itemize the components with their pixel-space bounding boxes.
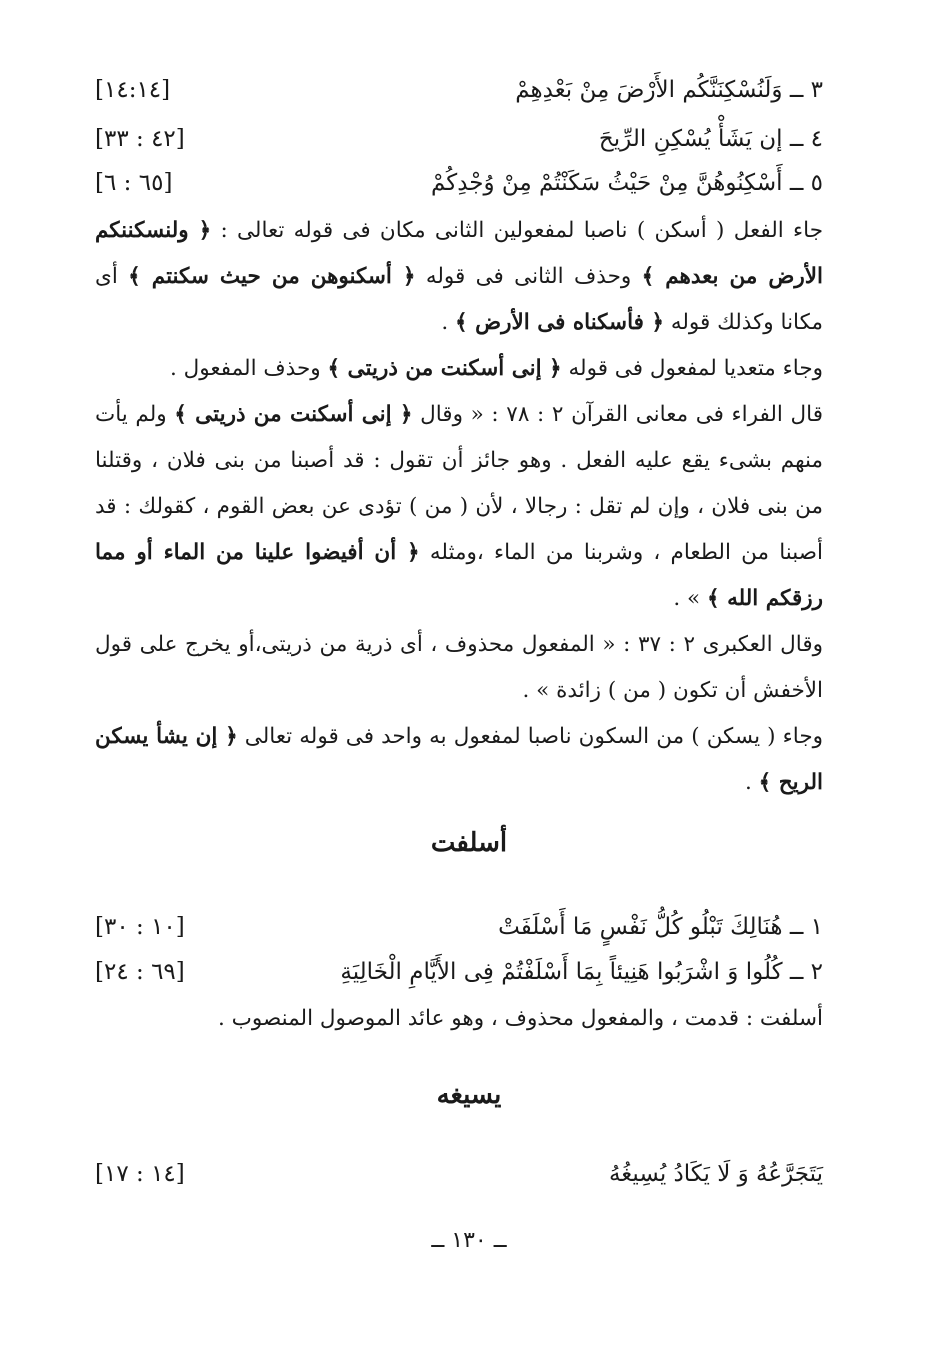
- verse-line: [95, 167, 823, 199]
- text-run: ولم يأت منهم بشىء يقع عليه الفعل . وهو جائز أن تقول : قد أصبنا من بنى فلان ، وقتلنا من بنى فلان ، وإن لم تقل : رجالا ، لأن ( من ) تؤدى عن بعض القوم ، كقولك : قد أصبنا من الطعام ، وشربنا من الماء ،ومثله: [95, 402, 823, 565]
- text-run: قال الفراء فى معانى القرآن ٢ : ٧٨ : « وقال: [412, 402, 823, 427]
- text-run: جاء الفعل ( أسكن ) ناصبا لمفعولين الثانى مكان فى قوله تعالى :: [211, 218, 823, 243]
- text-run: وجاء ( يسكن ) من السكون ناصبا لمفعول به واحد فى قوله تعالى: [237, 724, 823, 749]
- text-run: وحذف الثانى فى قوله: [415, 264, 642, 289]
- verse-text: ٤ ــ إن يَشَأْ يُسْكِنِ الرِّيحَ: [598, 126, 823, 152]
- verse-text: ٢ ــ كُلُوا وَ اشْرَبُوا هَنِيئاً بِمَا أَسْلَفْتُمْ فِى الأَيَّامِ الْخَالِيَةِ: [340, 959, 823, 985]
- paragraph: [95, 714, 823, 806]
- quran-quote: ﴿ إنى أسكنت من ذريتى ﴾: [174, 402, 413, 427]
- verse-text: يَتَجَرَّعُهُ وَ لَا يَكَادُ يُسِيغُهُ: [608, 1161, 823, 1187]
- text-run: أى مكانا وكذلك قوله: [95, 264, 823, 335]
- paragraph: وقال العكبرى ٢ : ٣٧ : « المفعول محذوف ، أى ذرية من ذريتى،أو يخرج على قول الأخفش أن تكون ( من ) زائدة » .: [95, 632, 823, 703]
- text-run: .: [441, 310, 456, 335]
- section-heading: أسلفت: [430, 828, 508, 858]
- verse-reference: [٦٩ : ٢٤]: [95, 959, 185, 985]
- quran-quote: ﴿ إن يشأ يسكن الريح ﴾: [95, 724, 823, 795]
- paragraph: [95, 346, 823, 392]
- text-run: وجاء متعديا لمفعول فى قوله: [561, 356, 823, 381]
- quran-quote: ﴿ أسكنوهن من حيث سكنتم ﴾: [128, 264, 416, 289]
- quran-quote: ﴿ فأسكناه فى الأرض ﴾: [455, 310, 664, 335]
- quran-quote: ﴿ إنى أسكنت من ذريتى ﴾: [327, 356, 562, 381]
- text-run: » .: [673, 586, 708, 611]
- page-number: ــ ١٣٠ ــ: [431, 1228, 507, 1253]
- text-run: .: [744, 770, 759, 795]
- paragraph: [95, 208, 823, 346]
- commentary-block: [95, 208, 823, 806]
- verse-line: [95, 956, 823, 988]
- paragraph: أسلفت : قدمت ، والمفعول محذوف ، وهو عائد الموصول المنصوب .: [217, 1006, 823, 1031]
- paragraph: [95, 392, 823, 622]
- verse-reference: [١٤ : ١٧]: [95, 1161, 185, 1187]
- text-run: وحذف المفعول .: [169, 356, 328, 381]
- verse-line: [95, 123, 823, 155]
- section-heading: يسيغه: [436, 1080, 502, 1110]
- verse-reference: [٤٢ : ٣٣]: [95, 126, 185, 152]
- verse-reference: [٦٥ : ٦]: [95, 170, 173, 196]
- verse-line: [95, 74, 823, 106]
- quran-quote: ﴿ أن أفيضوا علينا من الماء أو مما رزقكم الله ﴾: [95, 540, 823, 611]
- verse-reference: [١٤:١٤]: [95, 77, 171, 103]
- verse-text: ١ ــ هُنَالِكَ تَبْلُو كُلُّ نَفْسٍ مَا أَسْلَفَتْ: [498, 914, 823, 940]
- verse-line: [95, 1158, 823, 1190]
- verse-text: ٥ ــ أَسْكِنُوهُنَّ مِنْ حَيْثُ سَكَنْتُمْ مِنْ وُجْدِكُمْ: [430, 170, 823, 196]
- verse-reference: [١٠ : ٣٠]: [95, 914, 185, 940]
- verse-text: ٣ ــ وَلَنُسْكِنَنَّكُم الأَرْضَ مِنْ بَعْدِهِمْ: [515, 77, 823, 103]
- quran-quote: ﴿ ولنسكننكم الأرض من بعدهم ﴾: [95, 218, 823, 289]
- commentary-block: [95, 996, 823, 1042]
- verse-line: [95, 911, 823, 943]
